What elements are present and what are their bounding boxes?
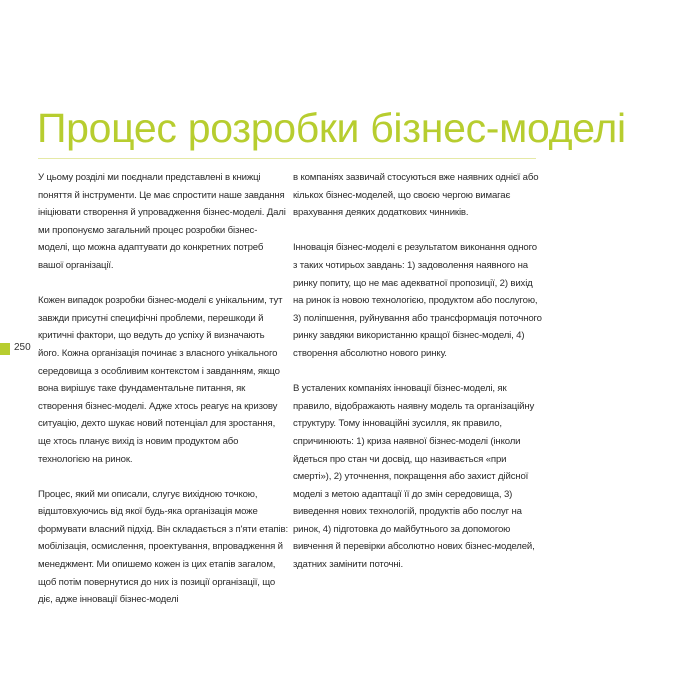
title-divider (38, 158, 536, 159)
paragraph: Процес, який ми описали, слугує вихідною точкою, відштовхуючись від якої будь-яка організація може формувати власний підхід. Він складається з п'яти етапів: мобілізація, осмислення, проектування, впровадження й менеджмент. Ми опишемо кожен із цих етапів загалом, щоб потім повернутися до них із позиції організації, що діє, адже інновації бізнес-моделі (38, 488, 288, 606)
text-column-right (293, 169, 543, 591)
page-title: Процес розробки бізнес-моделі (37, 105, 626, 151)
paragraph: В усталених компаніях інновації бізнес-моделі, як правило, відображають наявну модель та організаційну структуру. Тому інноваційні зусилля, як правило, спричинюють: 1) криза наявної бізнес-моделі (інколи йдеться про стан чи досвід, що називається «при смерті»), 2) уточнення, покращення або захист дійсної моделі з метою адаптації її до змін середовища, 3) виведення нових технологій, продуктів або послуг на ринок, 4) підготовка до майбутнього за допомогою вивчення й перевірки абсолютно нових бізнес-моделей, здатних замінити поточні. (293, 383, 535, 571)
page-number: 250 (14, 342, 31, 353)
paragraph: У цьому розділі ми поєднали представлені в книжці поняття й інструменти. Це має спростити наше завдання ініціювати створення й упровадження бізнес-моделі. Далі ми пропонуємо загальний процес розробки бізнес-моделі, що можна адаптувати до конкретних потреб вашої організації. (38, 172, 286, 271)
paragraph: Інновація бізнес-моделі є результатом виконання одного з таких чотирьох завдань: 1) задоволення наявного на ринку попиту, що не має адекватної пропозиції, 2) вихід на ринок із новою технологією, продуктом або послугою, 3) поліпшення, руйнування або трансформація поточного ринку завдяки використанню кращої бізнес-моделі, 4) створення абсолютно нового ринку. (293, 242, 542, 359)
page-marker-block (0, 343, 10, 355)
paragraph: в компаніях зазвичай стосуються вже наявних однієї або кількох бізнес-моделей, що своєю чергою вимагає врахування деяких додаткових чинників. (293, 172, 539, 219)
text-column-left (38, 169, 288, 626)
paragraph: Кожен випадок розробки бізнес-моделі є унікальним, тут завжди присутні специфічні проблеми, перешкоди й критичні фактори, що ведуть до успіху й визначають його. Кожна організація починає з власного унікального середовища з особливим контекстом і завданням, якщо вона вирішує таке фундаментальне питання, як створення бізнес-моделі. Адже хтось реагує на кризову ситуацію, дехто шукає новий потенціал для зростання, ще хтось планує вихід із новим продуктом або технологією на ринок. (38, 295, 283, 465)
